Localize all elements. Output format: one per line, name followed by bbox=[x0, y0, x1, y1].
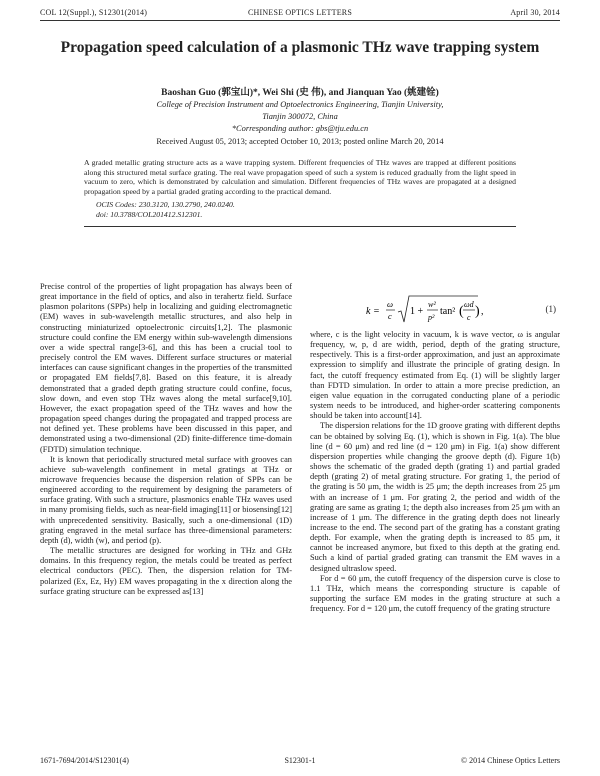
svg-text:,: , bbox=[481, 306, 484, 317]
abstract: A graded metallic grating structure acts as a wave trapping system. Different frequencies of THz waves are trapped at different positions along this structured metal surface grating. The real wave propagation speed of such a system is reduced gradually from the light speed in vacuum to zero, which is demonstrated by calculation and simulation. Different frequencies of THz waves are propagated at a designed propagation speed by a partial graded grating according to the practical demand. bbox=[84, 158, 516, 196]
svg-text:tan²: tan² bbox=[440, 306, 456, 317]
corresponding-author: *Corresponding author: gbs@tju.edu.cn bbox=[231, 124, 369, 133]
affiliation-city: Tianjin 300072, China bbox=[262, 112, 338, 121]
header-journal-issue: COL 12(Suppl.), S12301(2014) bbox=[40, 8, 148, 17]
abstract-rule bbox=[84, 226, 516, 227]
received-dates: Received August 05, 2013; accepted October 10, 2013; posted online March 20, 2014 bbox=[156, 137, 444, 146]
header-journal-name: CHINESE OPTICS LETTERS bbox=[248, 8, 352, 17]
paragraph: Precise control of the properties of light propagation has always been of great importance in the field of optics, and also in terahertz field. Surface plasmon polaritons (SPPs) help in localizing and guiding electromagnetic (EM) waves in sub-wavelength metallic structures, and also help in constructing miniaturized optoelectronic circuits[1,2]. The plasmonic structure could confine the EM energy within sub-wavelength dimensions over a wide spectral range[3-6], and this has been a crucial tool to precisely control the EM waves. Different surface structures or material interfaces can cause significant changes in the properties of the transmitted or propagated EM fields[7,8]. Based on this feature, it is already demonstrated that a graded depth grating structure could confine, focus, slow down, and even stop THz waves along the metal surface[9,10]. However, the exact propagation speed of the THz waves and how the propagation speed changes during the propagated and trapped process are not defined yet. These problems have been discussed in this paper, and demonstrated using a two-dimensional (2D) finite-difference time-domain (FDTD) simulation technique. bbox=[40, 282, 292, 454]
left-column bbox=[40, 282, 292, 597]
svg-text:(: ( bbox=[459, 304, 464, 319]
svg-text:): ) bbox=[475, 304, 480, 319]
paragraph: The metallic structures are designed for working in THz and GHz domains. In this frequency region, the metals could be treated as perfect electrical conductors (PEC). Then, the dispersion relation for TM-polarized (Ex, Ez, Hy) EM waves propagating in the x direction along the surface grating structure can be expressed as[13] bbox=[40, 546, 292, 596]
header-date: April 30, 2014 bbox=[510, 8, 560, 17]
svg-text:k =: k = bbox=[366, 306, 380, 317]
paragraph: where, c is the light velocity in vacuum, k is wave vector, ω is angular frequency, w, p, d are width, period, depth of the grating structure, respectively. This is a first-order approximation, and just an approximate expression to simplify and illustrate the principle of grating design. In fact, the cutoff frequency estimated from Eq. (1) will be slightly larger than FDTD simulation. In order to attain a more precise prediction, an eigen value equation in the corrugated conducting plane of a periodic system needs to be introduced, and higher-order scattering components should be taken into account[14]. bbox=[310, 330, 560, 421]
footer-issn: 1671-7694/2014/S12301(4) bbox=[40, 756, 129, 765]
svg-text:w²: w² bbox=[428, 300, 436, 309]
author-list: Baoshan Guo (郭宝山)*, Wei Shi (史 伟), and Jianquan Yao (姚建铨) bbox=[161, 88, 439, 98]
equation-number: (1) bbox=[545, 304, 556, 314]
svg-text:ω: ω bbox=[387, 299, 394, 309]
svg-text:ωd: ωd bbox=[464, 300, 474, 309]
equation-1 bbox=[310, 292, 560, 328]
svg-text:c: c bbox=[388, 311, 392, 321]
doi: doi: 10.3788/COL201412.S12301. bbox=[96, 210, 203, 219]
paragraph: The dispersion relations for the 1D groove grating with different depths can be obtained by solving Eq. (1), which is shown in Fig. 1(a). The blue line (d = 60 μm) and red line (d = 120 μm) in Fig. 1(a) show different dispersion properties while changing the groove depth (d). Figure 1(b) shows the schematic of the graded depth (grating 1) and partial graded depth (grating 2) of metal grating structure. For grating 1, the period of the grating is 50 μm, the width is 25 μm; the depth increases from 25 μm with an increase of 1 μm. For grating 2, the period and width of the grating are same as grating 1; the depth also increases from 25 μm with an increase of 1 μm. The difference in the grating depth does not linearly increase to the end. The second part of the grating has a constant grating depth. For example, when the grating depth is increased to 85 μm, it cannot be increased anymore, but fixed to this depth at the grating end. Such a kind of partial graded grating can transmit the EM waves in a designed ultraslow speed. bbox=[310, 421, 560, 573]
paragraph: For d = 60 μm, the cutoff frequency of the dispersion curve is close to 1.1 THz, which means the corresponding structure is capable of supporting the surface EM modes in the grating structure at such a frequency. For d = 120 μm, the cutoff frequency of the grating structure bbox=[310, 573, 560, 614]
right-column bbox=[310, 330, 560, 614]
ocis-codes: OCIS Codes: 230.3120, 130.2790, 240.0240. bbox=[96, 200, 235, 209]
svg-text:c: c bbox=[467, 313, 471, 322]
footer-copyright: © 2014 Chinese Optics Letters bbox=[461, 756, 560, 765]
footer-page-id: S12301-1 bbox=[284, 756, 316, 765]
paragraph: It is known that periodically structured metal surface with grooves can achieve sub-wavelength confinement in metal gratings at THz or microwave frequencies because the dispersion relation of SPPs can be engineered according to the requirement by designing the parameters of surface grating. With such a structure, plasmonics enable THz waves used in many promising fields, such as near-field imaging[11] or biosensing[12] with unprecedented sensitivity. Basically, such a one-dimensional (1D) grating engraved in the metal surface has three-dimensional parameters: depth (d), width (w), and period (p). bbox=[40, 454, 292, 545]
header-rule bbox=[40, 20, 560, 21]
paper-title: Propagation speed calculation of a plasmonic THz wave trapping system bbox=[60, 39, 540, 56]
svg-text:p²: p² bbox=[428, 313, 435, 322]
affiliation-institution: College of Precision Instrument and Optoelectronics Engineering, Tianjin University, bbox=[156, 100, 444, 109]
equation-graphic bbox=[310, 292, 560, 328]
svg-text:1 +: 1 + bbox=[410, 306, 424, 317]
